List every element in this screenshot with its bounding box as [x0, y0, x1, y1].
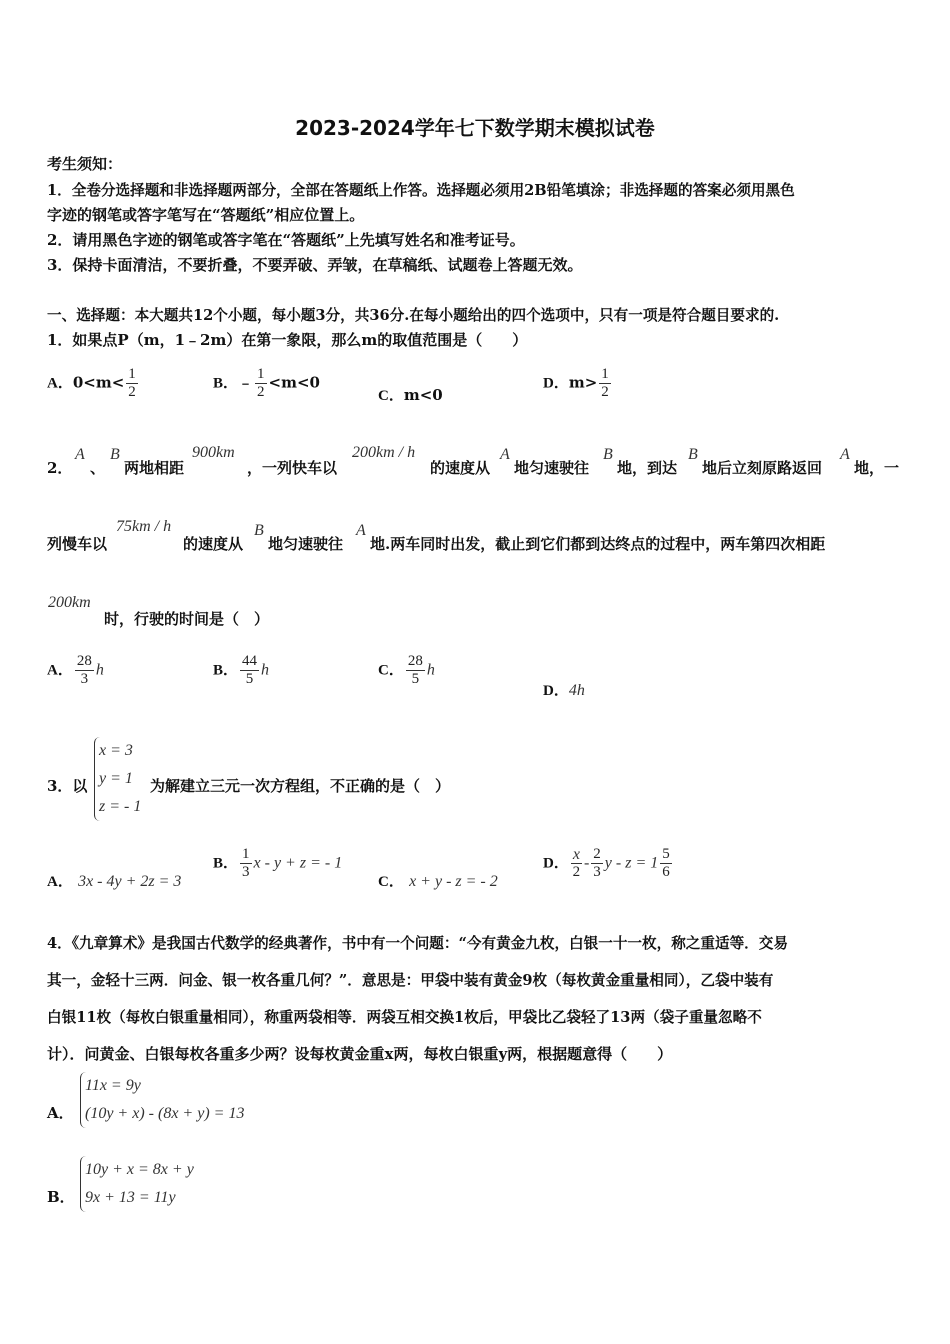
q2-sep: 、 [90, 459, 106, 477]
q1-stem: 1．如果点P（m，1﹣2m）在第一象限，那么m的取值范围是（ ） [47, 331, 528, 349]
notice-line-3: 2．请用黑色字迹的钢笔或答字笔在“答题纸”上先填写姓名和准考证号。 [47, 231, 525, 249]
q2-text-1: 两地相距 [124, 459, 185, 477]
q2-b-4: B [254, 522, 264, 539]
q3-sys-x: x = 3 [99, 742, 133, 759]
q4-option-b-system [80, 1156, 194, 1212]
q2-point-b: B [110, 446, 120, 463]
q2-text-4: 地匀速驶往 [514, 459, 590, 477]
q2-option-b: B． $\frac{44}{5}$ h [213, 653, 270, 687]
q2-line3: 时，行驶的时间是（ ） [104, 610, 270, 628]
q2-line2-d: 地.两车同时出发，截止到它们都到达终点的过程中，两车第四次相距 [370, 535, 826, 553]
q2-text-5: 地，到达 [617, 459, 678, 477]
q2-text-3: 的速度从 [430, 459, 491, 477]
q3-option-a: A． 3x - 4y + 2z = 3 [47, 873, 182, 890]
q3-sys-y: y = 1 [99, 770, 133, 787]
q2-a-3: A [840, 446, 850, 463]
q2-text-2: ，一列快车以 [247, 459, 338, 477]
q2-text-6: 地后立刻原路返回 [702, 459, 823, 477]
q2-option-a: A． $\frac{28}{3}$ h [47, 653, 104, 687]
q2-speed-slow: 75km / h [116, 518, 172, 535]
q4-b-eq1: 10y + x = 8x + y [85, 1161, 194, 1178]
q4-option-a-system [80, 1072, 244, 1128]
q2-number: 2． [47, 459, 73, 477]
q4-line-4: 计）．问黄金、白银每枚各重多少两？设每枚黄金重x两，每枚白银重y两，根据题意得（ ） [47, 1045, 673, 1063]
q1-option-c: C．m<0 [378, 386, 443, 404]
q4-option-b-label: B． [47, 1188, 75, 1206]
q4-a-eq2: (10y + x) - (8x + y) = 13 [85, 1105, 245, 1122]
q3-post: 为解建立三元一次方程组，不正确的是（ ） [150, 777, 451, 795]
q3-option-c: C． x + y - z = - 2 [378, 873, 498, 890]
q3-option-b: B． $\frac{1}{3}$ x - y + z = - 1 [213, 846, 343, 880]
q2-text-7: 地，一 [854, 459, 900, 477]
q1-option-d: D．m> $\frac{1}{2}$ [543, 366, 609, 400]
q2-b-3: B [688, 446, 698, 463]
q1-option-a: A．0<m< $\frac{1}{2}$ [47, 366, 136, 400]
q2-distance: 900km [192, 444, 235, 461]
notice-line-2: 字迹的钢笔或答字笔写在“答题纸”相应位置上。 [47, 206, 365, 224]
q4-a-eq1: 11x = 9y [85, 1077, 141, 1094]
q4-line-2: 其一，金轻十三两．问金、银一枚各重几何？”．意思是：甲袋中装有黄金9枚（每枚黄金重量相同），乙袋中装有 [47, 972, 774, 989]
q4-line-3: 白银11枚（每枚白银重量相同），称重两袋相等．两袋互相交换1枚后，甲袋比乙袋轻了13两（袋子重量忽略不 [47, 1009, 762, 1026]
q1-option-b: B．﹣ $\frac{1}{2}$ <m<0 [213, 366, 320, 400]
q2-option-d: D．4h [543, 682, 585, 699]
q2-line2-a: 列慢车以 [47, 535, 108, 553]
q2-b-2: B [603, 446, 613, 463]
q2-line2-c: 地匀速驶往 [268, 535, 344, 553]
q3-sys-z: z = - 1 [99, 798, 142, 815]
q2-a-4: A [356, 522, 366, 539]
q2-option-c: C． $\frac{28}{5}$ h [378, 653, 435, 687]
q2-distance-2: 200km [48, 594, 91, 611]
q2-speed-fast: 200km / h [352, 444, 416, 461]
q4-option-a-label: A． [47, 1104, 74, 1122]
notice-line-4: 3．保持卡面清洁，不要折叠，不要弄破、弄皱，在草稿纸、试题卷上答题无效。 [47, 256, 583, 274]
notice-line-1: 1．全卷分选择题和非选择题两部分，全部在答题纸上作答。选择题必须用2B铅笔填涂；非选择题的答案必须用黑色 [47, 182, 795, 199]
notice-heading: 考生须知： [47, 155, 123, 173]
q4-b-eq2: 9x + 13 = 11y [85, 1189, 176, 1206]
q3-pre: 3．以 [47, 777, 88, 795]
q2-line2-b: 的速度从 [183, 535, 244, 553]
page-title: 2023-2024学年七下数学期末模拟试卷 [295, 116, 655, 140]
q4-line-1: 4．《九章算术》是我国古代数学的经典著作，书中有一个问题：“今有黄金九枚，白银一十一枚，称之重适等．交易 [47, 935, 788, 952]
q3-solution-system [94, 737, 141, 821]
q2-point-a: A [75, 446, 85, 463]
q2-a-2: A [500, 446, 510, 463]
q3-option-d: D． $\frac{x}{2}$ - $\frac{2}{3}$ y - z = 1 $\frac{5}{6}$ [543, 846, 670, 880]
section-heading: 一、选择题：本大题共12个小题，每小题3分，共36分.在每小题给出的四个选项中，只有一项是符合题目要求的. [47, 307, 780, 324]
